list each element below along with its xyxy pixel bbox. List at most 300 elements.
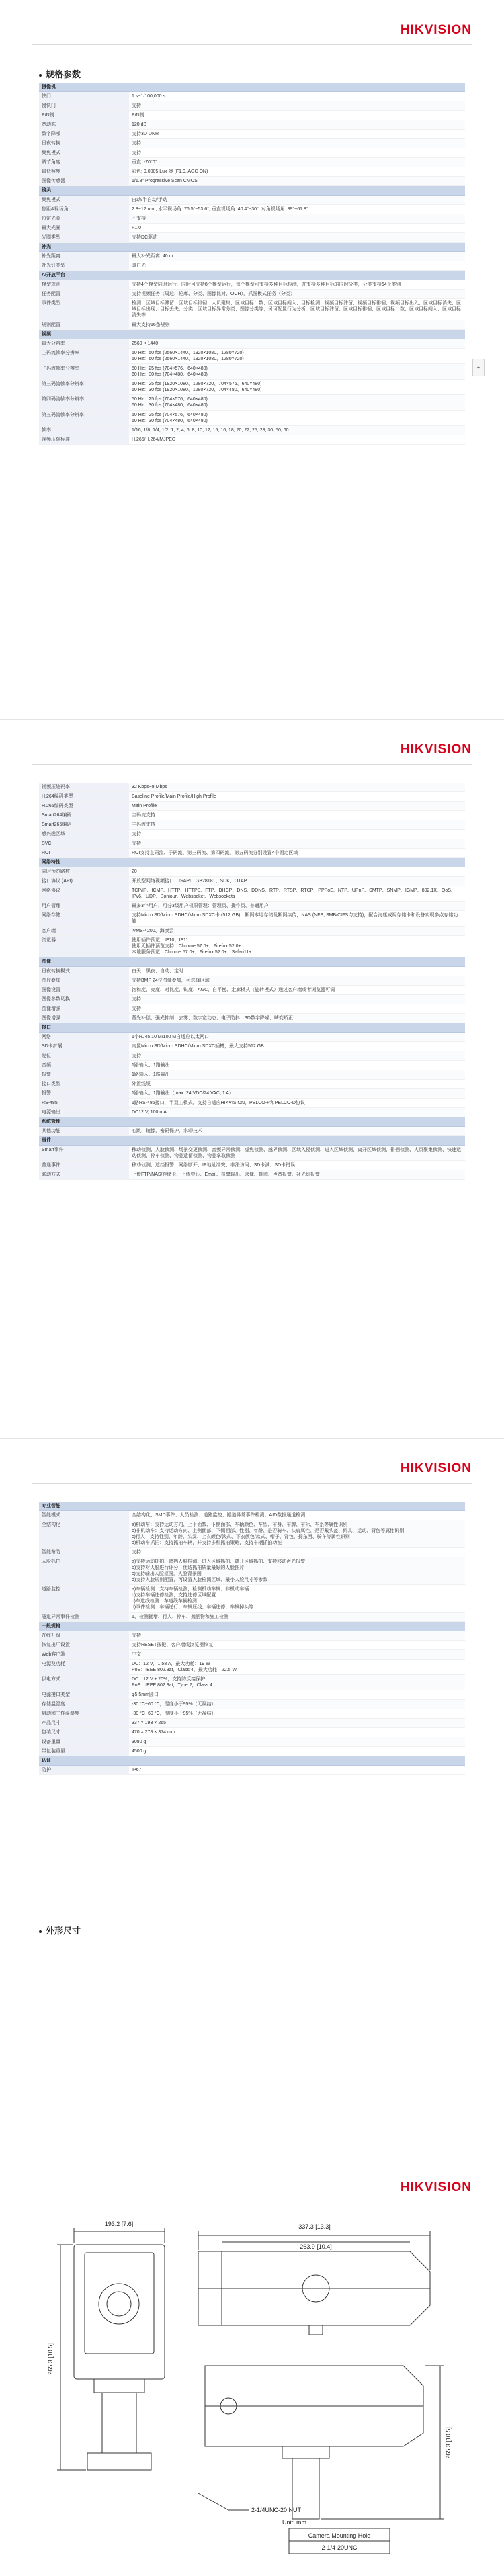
spec-key: 最低照度 [39,167,129,177]
spec-key: 音频 [39,1061,129,1070]
spec-value: 最大支持16条规则 [129,320,465,330]
spec-value: 移动侦测、人脸侦测、场景变更侦测、音频异常侦测、虚焦侦测、越界侦测、区域入侵侦测、进入区域侦测、离开区域侦测、徘徊侦测、人员聚集侦测、快速运动侦测、停车侦测、物品遗留侦测、物品拿取侦测 [129,1146,465,1161]
spec-row [39,1747,465,1756]
spec-key: 防护 [39,1766,129,1775]
spec-key: 接口类型 [39,1080,129,1089]
spec-value: 20 [129,867,465,877]
spec-key: 数字降噪 [39,130,129,139]
spec-key: 恢复出厂设置 [39,1641,129,1650]
spec-value [129,1622,465,1631]
spec-key: 启动和工作温湿度 [39,1709,129,1719]
spec-key: 聚焦模式 [39,196,129,205]
spec-row [39,927,465,936]
spec-row [39,811,465,820]
spec-key: 日夜转换 [39,139,129,148]
spec-row [39,820,465,830]
spec-value: φ5.5mm圆口 [129,1690,465,1700]
spec-value: 外置线缆 [129,1080,465,1089]
spec-category-label: 网络特性 [39,858,129,867]
spec-category-row [39,271,465,280]
mounting-hole-spec: 2-1/4-20UNC [321,2544,358,2551]
dimension-drawing [27,2211,477,2567]
hikvision-logo: HIKVISION [400,2180,472,2194]
spec-row [39,233,465,243]
spec-value: F1.0 [129,224,465,233]
spec-row [39,1557,465,1585]
spec-row [39,986,465,995]
spec-value: 1/1.8" Progressive Scan CMOS [129,177,465,186]
spec-category-label: 镜头 [39,186,129,196]
spec-key: H.265编码类型 [39,802,129,811]
spec-value: 1路输入、1路输出 [129,1061,465,1070]
spec-key: 聚焦模式 [39,148,129,158]
spec-category-row [39,83,465,92]
spec-row [39,158,465,167]
spec-value: 支持视频任务（周边、轮廓、分类、图像比对、OCR），抓图模式任务（分类） [129,290,465,299]
spec-value: 337 × 193 × 265 [129,1719,465,1728]
spec-row [39,1766,465,1775]
spec-key: 供电方式 [39,1675,129,1690]
spec-row [39,139,465,148]
spec-value: 饱和度、亮度、对比度、锐度、AGC、白平衡、走廊模式（旋转模式）通过客户端或者浏览器可调 [129,986,465,995]
expand-tab-button[interactable]: + [472,359,485,376]
spec-row [39,1004,465,1014]
spec-category-label: 视频 [39,330,129,339]
spec-value: 检测：区域目标滞留、区域目标徘徊、人员聚集、区域目标计数、区域目标闯入、目标检测、视频目标滞留、视频目标徘徊、视频目标出入、区域目标消失、区域目标出现、目标丢失；分类：区域目标异常分类、图像分类等；另可配置行为分析：区域目标滞留、区域目标徘徊、区域目标计数、区域目标闯入、区域目标消失等 [129,299,465,320]
spec-key: 普通事件 [39,1161,129,1170]
spec-key: SD卡扩展 [39,1042,129,1051]
spec-row [39,252,465,261]
spec-row [39,111,465,120]
spec-row [39,92,465,101]
spec-category-row [39,858,465,867]
spec-row [39,224,465,233]
spec-row [39,1033,465,1042]
spec-key: 浏览器 [39,936,129,957]
spec-row [39,101,465,111]
spec-row [39,1127,465,1136]
spec-row [39,214,465,224]
spec-key: 模型规则 [39,280,129,290]
spec-key: 补光距离 [39,252,129,261]
spec-value: 支持 [129,1051,465,1061]
spec-key: 人脸抓拍 [39,1557,129,1585]
spec-value: 1个RJ45 10 M/100 M自适应以太网口 [129,1033,465,1042]
spec-value: 32 Kbps~8 Mbps [129,783,465,792]
spec-value: a)车辆检测：支持车辆检测，检测机动车辆、非机动车辆 b)支持车辆违停检测，支持违停区域配置 c)车道线检测：车道线车辆检测 d)事件检测：车辆逆行、车辆压线、车辆违停、车辆掉头等 [129,1585,465,1613]
spec-row [39,830,465,839]
spec-category-row [39,1502,465,1511]
spec-value: TCP/IP、ICMP、HTTP、HTTPS、FTP、DHCP、DNS、DDNS、RTP、RTSP、RTCP、PPPoE、NTP、UPnP、SMTP、SNMP、IGMP、802.1X、QoS、IPv6、UDP、Bonjour、Websocket、Websockets [129,886,465,902]
spec-key: 补光灯类型 [39,261,129,271]
spec-value: 1路RS-485接口，半双工模式，支持自适应HIKVISION、PELCO-P和PELCO-D协议 [129,1099,465,1108]
spec-value: 支持 [129,101,465,111]
spec-key: 快门 [39,92,129,101]
spec-key: 电源接口类型 [39,1690,129,1700]
spec-row [39,792,465,802]
spec-row [39,1070,465,1080]
top-sub-length-label: 263.9 [10.4] [300,2243,332,2250]
spec-value: 1 s~1/100,000 s [129,92,465,101]
hikvision-logo: HIKVISION [400,1461,472,1475]
spec-value: 不支持 [129,214,465,224]
spec-row [39,411,465,426]
spec-key: P/N制 [39,111,129,120]
spec-key: 恒定光圈 [39,214,129,224]
spec-value: 1/16, 1/8, 1/4, 1/2, 1, 2, 4, 6, 8, 10, 12, 15, 16, 18, 20, 22, 25, 28, 30, 50, 60 [129,426,465,435]
spec-category-label: 摄像机 [39,83,129,92]
top-length-label: 337.3 [13.3] [298,2223,331,2230]
spec-value: -30 °C~60 °C，湿度小于95%（无凝结） [129,1700,465,1709]
spec-row [39,902,465,911]
spec-row [39,1631,465,1641]
spec-row [39,426,465,435]
spec-key: Smart265编码 [39,820,129,830]
spec-value: 自动/半自动/手动 [129,196,465,205]
spec-value: Main Profile [129,802,465,811]
spec-value: DC：12 V，1.58 A，最大功耗：19 W PoE：IEEE 802.3at，Class 4，最大功耗：22.5 W [129,1660,465,1675]
spec-row [39,261,465,271]
spec-value: 支持BMP 24位图像叠加，可选择区域 [129,976,465,986]
spec-category-label: 专业智能 [39,1502,129,1511]
spec-key: 其他功能 [39,1127,129,1136]
spec-category-row [39,1136,465,1146]
spec-key: 最大光圈 [39,224,129,233]
spec-value: 1路输入、1路输出 [129,1070,465,1080]
spec-key: 规则配置 [39,320,129,330]
spec-category-row [39,186,465,196]
spec-value: a)机动车：支持运动方向、上下面数、下侧面部、车辆颜色、车型、车身、车牌、车标、车系等属性识别 b)非机动车：支持运动方向、上侧面部、下侧面部、性别、年龄、是否骑车、头肩属性、是否戴头盔、雨具、运动、背包等属性识别 c)行人：支持性别、年龄、头发、上衣颜色/款式、下衣颜色/款式、帽子、背包、拎东西、骑车等属性识别 d)机动车抓拍：支持抓拍车辆，并支持多种抓拍策略，支持车辆抓拍功能 [129,1520,465,1548]
bullet-icon [39,74,42,77]
spec-row [39,886,465,902]
page-1 [0,0,504,719]
spec-value: 4500 g [129,1747,465,1756]
spec-value: a)支持运动抓拍、遮挡人脸检测、进入区域抓拍、离开区域抓拍、支持移动声光报警 b)支持对人脸进行评分，优选抓拍质量最好的人脸图片 c)支持输出人脸抠图，人脸背景图 d)支持人脸规则配置，可设置人脸检测区域、最小人脸尺寸等参数 [129,1557,465,1585]
spec-key: 任务配置 [39,290,129,299]
dimensions-section-title: 外形尺寸 [39,1924,81,1936]
spec-key: 隧道异常事件检测 [39,1613,129,1622]
spec-row [39,849,465,858]
spec-value: 全结构化、SMD事件、人员检测、道路监控、隧道异常事件检测、AID数据通道检测 [129,1511,465,1520]
spec-category-row [39,243,465,252]
spec-category-label: 事件 [39,1136,129,1146]
spec-category-row [39,330,465,339]
spec-value [129,330,465,339]
spec-key: 道路监控 [39,1585,129,1613]
spec-key: 日夜转换模式 [39,967,129,976]
spec-value: 支持 [129,830,465,839]
side-height-label: 265.3 [10.5] [445,2427,452,2459]
spec-value: 白天、黑夜、自动、定时 [129,967,465,976]
spec-value: 移动侦测、遮挡报警、网络断开、IP地址冲突、非法访问、SD卡满、SD卡错误 [129,1161,465,1170]
spec-row [39,167,465,177]
spec-row [39,339,465,349]
spec-value: 支持 [129,139,465,148]
spec-key: 调节角度 [39,158,129,167]
spec-key: 设备重量 [39,1737,129,1747]
spec-row [39,783,465,792]
spec-row [39,320,465,330]
spec-category-row [39,1117,465,1127]
spec-row [39,877,465,886]
spec-row [39,1641,465,1650]
spec-key: H.264编码类型 [39,792,129,802]
spec-value [129,1502,465,1511]
spec-row [39,280,465,290]
spec-row [39,995,465,1004]
spec-value: 垂直: -70°0° [129,158,465,167]
spec-value: 中文 [129,1650,465,1660]
spec-row [39,130,465,139]
spec-key: RS-485 [39,1099,129,1108]
spec-value: 50 Hz：25 fps (704×576、640×480) 60 Hz：30 fps (704×480、640×480) [129,364,465,380]
spec-row [39,299,465,320]
spec-row [39,1700,465,1709]
spec-value: 50 Hz：25 fps (704×576、640×480) 60 Hz：30 fps (704×480、640×480) [129,395,465,411]
spec-row [39,380,465,395]
spec-row [39,1511,465,1520]
spec-key: 子码流帧率分辨率 [39,364,129,380]
spec-value: 支持 [129,1004,465,1014]
spec-key: 联动方式 [39,1170,129,1180]
spec-row [39,1737,465,1747]
spec-table-page-3 [39,1502,465,1775]
spec-row [39,1690,465,1700]
spec-value: 支持RESET按键、客户端或浏览器恢复 [129,1641,465,1650]
spec-key: 同时预览路数 [39,867,129,877]
spec-value: 心跳，镜像，密码保护，水印技术 [129,1127,465,1136]
spec-value: 470 × 278 × 374 mm [129,1728,465,1737]
spec-key: 视频压缩码率 [39,783,129,792]
spec-key: 视频压缩标准 [39,435,129,445]
spec-value: 使用插件预览：IE10、IE11 使用无插件预览支持：Chrome 57.0+、Firefox 52.0+ 本地服务预览：Chrome 57.0+、Firefox 52.0+、Safari11+ [129,936,465,957]
spec-category-label: 图像 [39,957,129,967]
spec-value: Baseline Profile/Main Profile/High Profile [129,792,465,802]
spec-row [39,967,465,976]
spec-category-label: 系统管理 [39,1117,129,1127]
spec-key: 报警 [39,1089,129,1099]
spec-row [39,1099,465,1108]
spec-row [39,1014,465,1023]
spec-key: Smart事件 [39,1146,129,1161]
spec-value: 2560 × 1440 [129,339,465,349]
spec-row [39,1161,465,1170]
spec-row [39,395,465,411]
spec-value: 1路输入、1路输出（max. 24 VDC/24 VAC, 1 A） [129,1089,465,1099]
spec-value [129,1136,465,1146]
spec-row [39,1585,465,1613]
spec-value [129,243,465,252]
spec-value [129,83,465,92]
bullet-icon [39,1930,42,1933]
spec-value: 1、检测拥堵、行人、停车、抛洒物和施工检测 [129,1613,465,1622]
spec-row [39,1719,465,1728]
spec-row [39,435,465,445]
spec-key: 客户端 [39,927,129,936]
spec-value: 支持4个模型同时运行，同时可支持8个模型运行，每个模型可支持多种目标检测，并支持多种目标的同时分类，分类支持64个类别 [129,280,465,290]
spec-value: 支持3D DNR [129,130,465,139]
spec-value: 3080 g [129,1737,465,1747]
spec-row [39,1089,465,1099]
spec-value: 支持 [129,995,465,1004]
spec-row [39,1660,465,1675]
spec-key: ROI [39,849,129,858]
spec-key: 第五码流帧率分辨率 [39,411,129,426]
spec-value: DC12 V, 100 mA [129,1108,465,1117]
spec-row [39,867,465,877]
header-divider [32,764,472,765]
spec-row [39,1728,465,1737]
spec-value: 支持 [129,148,465,158]
spec-category-row [39,1756,465,1766]
spec-value: DC：12 V ± 20%，支持防反接保护 PoE：IEEE 802.3at，Type 2，Class 4 [129,1675,465,1690]
spec-value [129,271,465,280]
spec-row [39,1709,465,1719]
spec-value: 支持Micro SD/Micro SDHC/Micro SDXC卡 (512 GB)，断网本地存储及断网续传，NAS (NFS, SMB/CIFS均支持)，配合海康威视存储卡和设备实现多点存储功能 [129,911,465,927]
spec-key: 带包装重量 [39,1747,129,1756]
spec-key: 接口协议 (API) [39,877,129,886]
spec-value [129,186,465,196]
spec-key: 智能模式 [39,1511,129,1520]
spec-key: 产品尺寸 [39,1719,129,1728]
spec-row [39,839,465,849]
spec-key: 第四码流帧率分辨率 [39,395,129,411]
spec-key: 存储温湿度 [39,1700,129,1709]
spec-key: 报警 [39,1070,129,1080]
spec-category-label: AI开放平台 [39,271,129,280]
spec-row [39,976,465,986]
spec-row [39,196,465,205]
spec-value: 50 Hz：25 fps (1920×1080、1280×720、704×576、640×480) 60 Hz：30 fps (1920×1080、1280×720、704×480、640×480) [129,380,465,395]
spec-row [39,1042,465,1051]
spec-row [39,290,465,299]
spec-category-label: 接口 [39,1023,129,1033]
spec-row [39,120,465,130]
spec-row [39,1675,465,1690]
spec-key: 感兴趣区域 [39,830,129,839]
spec-key: 复位 [39,1051,129,1061]
spec-row [39,1613,465,1622]
header-divider [32,1483,472,1484]
spec-category-label: 认证 [39,1756,129,1766]
spec-value: 暖白光 [129,261,465,271]
spec-value: P/N制 [129,111,465,120]
spec-key: 图像设置 [39,986,129,995]
spec-value [129,1756,465,1766]
unit-label: Unit: mm [282,2519,306,2526]
spec-value: -30 °C~60 °C，湿度小于95%（无凝结） [129,1709,465,1719]
front-view-housing [74,2245,165,2379]
spec-value [129,1117,465,1127]
spec-key: Web客户端 [39,1650,129,1660]
spec-key: 焦距&视场角 [39,205,129,214]
spec-value: 120 dB [129,120,465,130]
header-divider [32,44,472,45]
spec-key: 最大分辨率 [39,339,129,349]
spec-value: IP67 [129,1766,465,1775]
spec-row [39,364,465,380]
spec-value: 最多3个用户，可分3级用户权限管理：管理员、操作员、普通用户 [129,902,465,911]
spec-row [39,148,465,158]
spec-key: 第三码流帧率分辨率 [39,380,129,395]
spec-key: 网络 [39,1033,129,1042]
spec-value: 最大补光距离: 40 m [129,252,465,261]
spec-key: 光圈类型 [39,233,129,243]
spec-row [39,1146,465,1161]
page-3 [0,1438,504,2157]
spec-key: 宽动态 [39,120,129,130]
spec-value [129,858,465,867]
spec-table-page-2 [39,783,465,1180]
spec-value: 背光补偿、强光抑制、去雾、数字宽动态、电子防抖、3D数字降噪、畸变矫正 [129,1014,465,1023]
spec-row [39,205,465,214]
spec-value: 2.8~12 mm; 水平视场角: 76.5°~53.6°, 垂直视场角: 40.4°~30°, 对角视场角: 89°~61.8° [129,205,465,214]
spec-value [129,957,465,967]
nut-callout-label: 2-1/4UNC-20 NUT [251,2507,302,2514]
spec-category-label: 补光 [39,243,129,252]
spec-row [39,911,465,927]
spec-row [39,1520,465,1548]
spec-key: 主码流帧率分辨率 [39,349,129,364]
spec-row [39,1051,465,1061]
spec-key: 图像增强 [39,1004,129,1014]
spec-row [39,802,465,811]
spec-value: 主码流支持 [129,820,465,830]
spec-key: 帧率 [39,426,129,435]
hikvision-logo: HIKVISION [400,23,472,37]
spec-row [39,1548,465,1557]
spec-value: 支持 [129,1548,465,1557]
spec-value: 支持 [129,1631,465,1641]
spec-value: 内置Micro SD/Micro SDHC/Micro SDXC插槽，最大支持512 GB [129,1042,465,1051]
spec-row [39,1061,465,1070]
spec-key: Smart264编码 [39,811,129,820]
spec-value: ROI支持主码流、子码流、第三码流、第四码流、第五码流分别设置4个固定区域 [129,849,465,858]
spec-row [39,1080,465,1089]
spec-key: 在线升级 [39,1631,129,1641]
spec-value: 彩色: 0.0005 Lux @ (F1.0, AGC ON) [129,167,465,177]
spec-value: H.265/H.264/MJPEG [129,435,465,445]
spec-table-page-1 [39,83,465,445]
spec-row [39,349,465,364]
spec-key: 电源输出 [39,1108,129,1117]
spec-key: 网络存储 [39,911,129,927]
spec-value: iVMS-4200、海康云 [129,927,465,936]
spec-key: 图像增强 [39,1014,129,1023]
spec-value: 开放型网络视频接口、ISAPI、GB28181、SDK、OTAP [129,877,465,886]
mounting-hole-title: Camera Mounting Hole [308,2532,371,2539]
spec-row [39,177,465,186]
hikvision-logo: HIKVISION [400,742,472,757]
spec-category-row [39,1622,465,1631]
spec-section-title: 规格参数 [39,67,81,80]
spec-row [39,1650,465,1660]
front-width-label: 193.2 [7.6] [104,2221,134,2227]
spec-category-row [39,957,465,967]
spec-key: 包装尺寸 [39,1728,129,1737]
spec-key: 图片叠加 [39,976,129,986]
spec-row [39,1108,465,1117]
spec-category-label: 一般规格 [39,1622,129,1631]
spec-value: 主码流支持 [129,811,465,820]
spec-key: 图像传感器 [39,177,129,186]
spec-key: 智能布防 [39,1548,129,1557]
spec-key: 电源及功耗 [39,1660,129,1675]
spec-key: SVC [39,839,129,849]
spec-row [39,1170,465,1180]
spec-value: 支持DC驱动 [129,233,465,243]
spec-key: 慢快门 [39,101,129,111]
